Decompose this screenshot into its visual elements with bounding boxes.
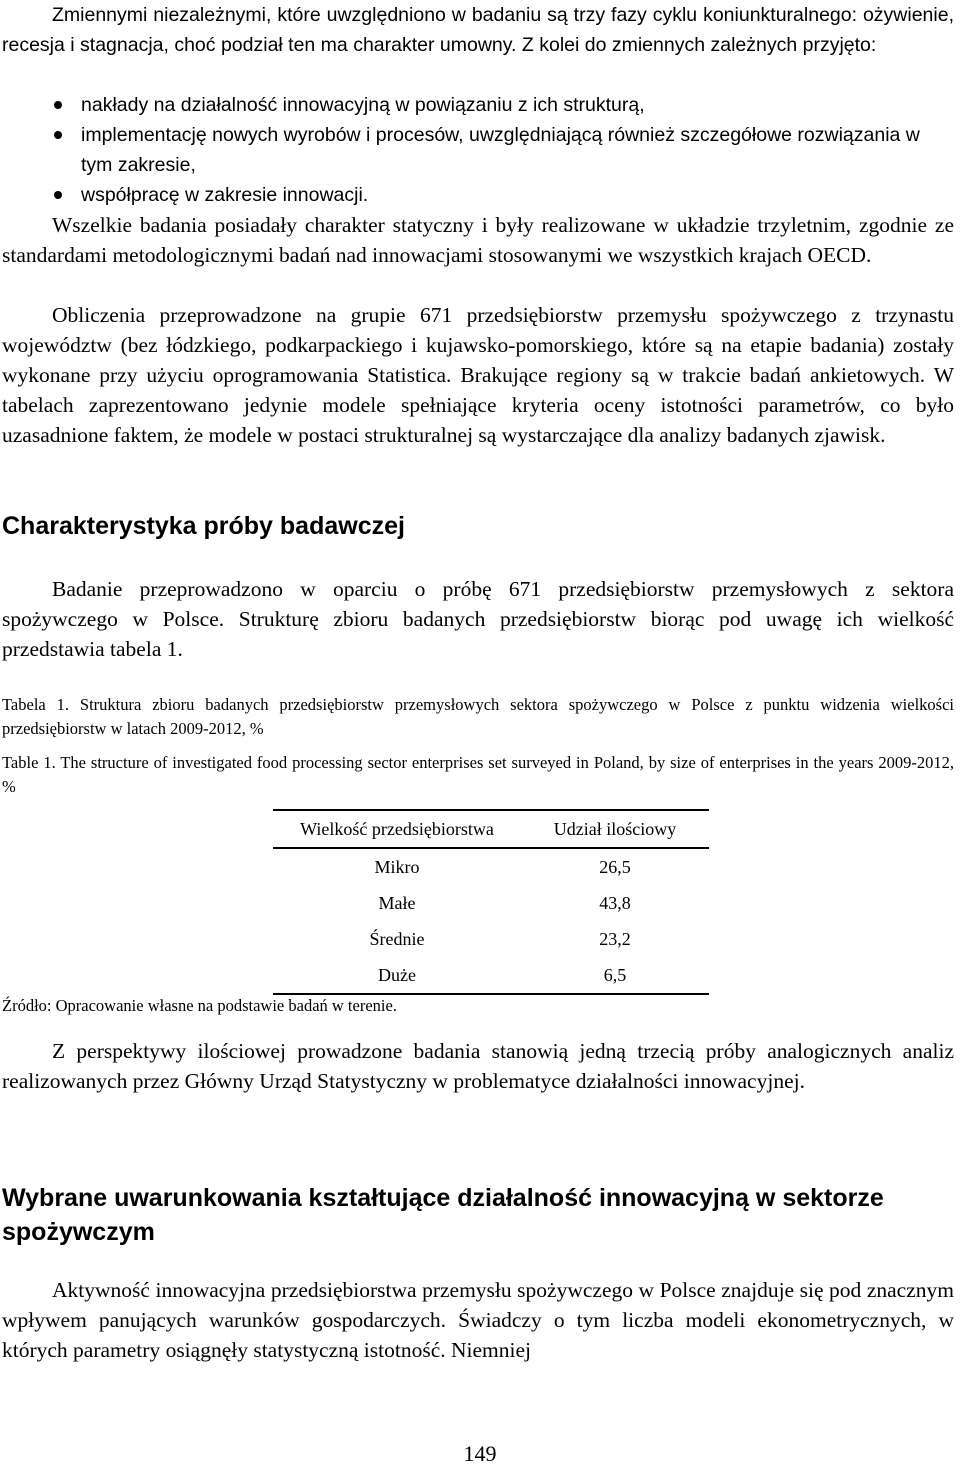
list-item: implementację nowych wyrobów i procesów, uwzględniającą również szczegółowe rozwiązania w tym zakresie, xyxy=(2,120,954,180)
dependent-variables-list xyxy=(2,90,954,210)
share-cell: 6,5 xyxy=(521,957,709,994)
table-row xyxy=(273,848,709,885)
enterprise-size-table xyxy=(273,809,709,995)
column-header-share: Udział ilościowy xyxy=(521,810,709,848)
share-cell: 23,2 xyxy=(599,928,631,949)
table-caption-en: Table 1. The structure of investigated food processing sector enterprises set surveyed in Poland, by size of enterprises in the years 2009-2012, % xyxy=(2,753,954,796)
list-item: nakłady na działalność innowacyjną w powiązaniu z ich strukturą, xyxy=(2,90,954,120)
perspective-paragraph: Z perspektywy ilościowej prowadzone badania stanowią jedną trzecią próby analogicznych analiz realizowanych przez Główny Urząd Statystyczny w problematyce działalności innowacyjnej. xyxy=(2,1039,954,1093)
bullet-icon xyxy=(54,131,62,139)
size-cell: Duże xyxy=(273,957,521,994)
size-cell: Średnie xyxy=(369,928,425,949)
bullet-icon xyxy=(54,191,62,199)
table-row xyxy=(273,957,709,994)
calculations-paragraph: Obliczenia przeprowadzone na grupie 671 przedsiębiorstw przemysłu spożywczego z trzynastu województw (bez łódzkiego, podkarpackiego i kujawsko-pomorskiego, które są na etapie badania) zostały wykonane przy użyciu oprogramowania Statistica. Brakujące regiony są w trakcie badań ankietowych. W tabelach zaprezentowano jedynie modele spełniające kryteria oceny istotności parametrów, co było uzasadnione faktem, że modele w postaci strukturalnej są wystarczające dla analizy badanych zjawisk. xyxy=(2,303,954,447)
share-cell: 26,5 xyxy=(599,856,631,877)
size-cell: Małe xyxy=(378,892,416,913)
size-cell: Mikro xyxy=(374,856,420,877)
table-header-row xyxy=(273,810,709,848)
methodology-paragraph: Wszelkie badania posiadały charakter statyczny i były realizowane w układzie trzyletnim, zgodnie ze standardami metodologicznymi badań nad innowacjami stosowanymi we wszystkich krajach OECD. xyxy=(2,213,954,267)
table-source-note: Źródło: Opracowanie własne na podstawie badań w terenie. xyxy=(2,996,397,1015)
section-heading-sample: Charakterystyka próby badawczej xyxy=(2,512,405,540)
share-cell: 43,8 xyxy=(599,892,631,913)
table-row xyxy=(273,921,709,957)
bullet-icon xyxy=(54,101,62,109)
list-item: współpracę w zakresie innowacji. xyxy=(2,180,954,210)
column-header-size: Wielkość przedsiębiorstwa xyxy=(273,810,521,848)
table-caption-pl: Tabela 1. Struktura zbioru badanych przedsiębiorstw przemysłowych sektora spożywczego w Polsce z punktu widzenia wielkości przedsiębiorstw w latach 2009-2012, % xyxy=(2,695,954,738)
conditions-paragraph: Aktywność innowacyjna przedsiębiorstwa przemysłu spożywczego w Polsce znajduje się pod znacznym wpływem panujących warunków gospodarczych. Świadczy o tym liczba modeli ekonometrycznych, w których parametry osiągnęły statystyczną istotność. Niemniej xyxy=(2,1278,954,1362)
sample-paragraph: Badanie przeprowadzono w oparciu o próbę 671 przedsiębiorstw przemysłowych z sektora spożywczego w Polsce. Strukturę zbioru badanych przedsiębiorstw biorąc pod uwagę ich wielkość przedstawia tabela 1. xyxy=(2,577,954,661)
section-heading-conditions: Wybrane uwarunkowania kształtujące działalność innowacyjną w sektorze spożywczym xyxy=(2,1184,884,1246)
table-row xyxy=(273,885,709,921)
page-number: 149 xyxy=(463,1441,497,1466)
intro-paragraph: Zmiennymi niezależnymi, które uwzględniono w badaniu są trzy fazy cyklu koniunkturalnego: ożywienie, recesja i stagnacja, choć podział ten ma charakter umowny. Z kolei do zmiennych zależnych przyjęto: xyxy=(2,4,954,56)
